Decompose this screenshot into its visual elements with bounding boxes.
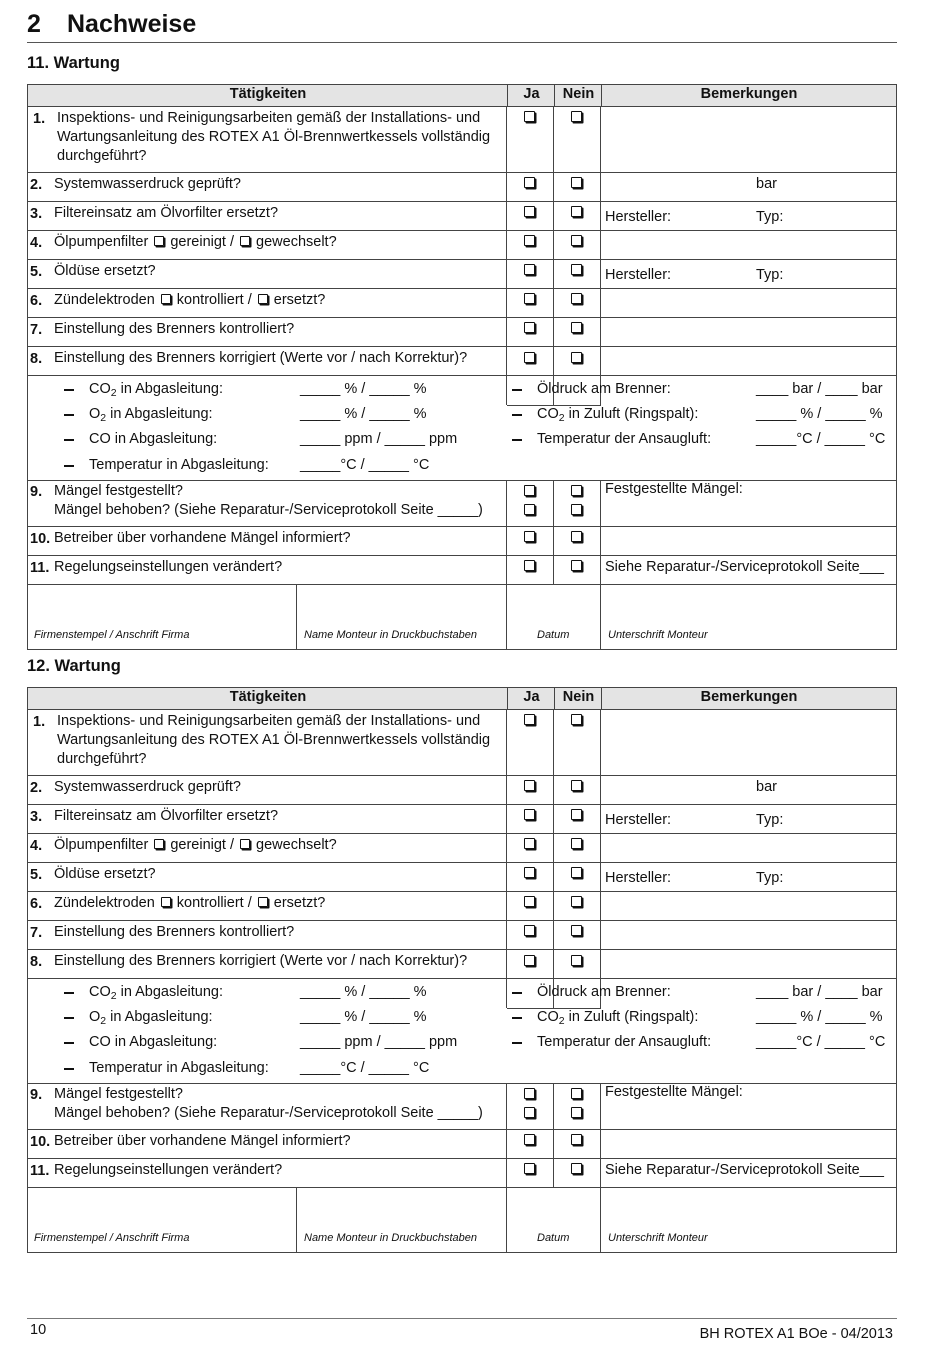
- row-divider: [27, 555, 896, 556]
- remark-label: Festgestellte Mängel:: [605, 481, 743, 497]
- activity-text: Mängel behoben? (Siehe Reparatur-/Serviceprotokoll Seite _____): [54, 502, 483, 518]
- checkbox-no[interactable]: [571, 1088, 582, 1099]
- row-divider: [27, 804, 896, 805]
- row-number: 6.: [30, 293, 43, 309]
- maintenance-table: [27, 687, 897, 1254]
- remark-label: Typ:: [756, 870, 784, 886]
- dash-bullet: [64, 439, 74, 441]
- column-divider: [506, 584, 507, 650]
- checkbox-no[interactable]: [571, 206, 582, 217]
- column-header-no: Nein: [562, 86, 595, 102]
- dash-bullet: [64, 465, 74, 467]
- row-divider: [27, 317, 896, 318]
- date-label: Datum: [537, 1232, 570, 1244]
- row-number: 3.: [30, 809, 43, 825]
- column-divider: [553, 1083, 554, 1187]
- page-heading: [27, 8, 897, 43]
- dash-bullet: [64, 1017, 74, 1019]
- activity-text: Regelungseinstellungen verändert?: [54, 1162, 283, 1178]
- signature-label: Unterschrift Monteur: [608, 629, 708, 641]
- measurement-value: _____°C / _____ °C: [300, 1060, 430, 1076]
- row-divider: [27, 1187, 896, 1188]
- document-reference: BH ROTEX A1 BOe - 04/2013: [699, 1326, 893, 1342]
- activity-text: Einstellung des Brenners kontrolliert?: [54, 321, 295, 337]
- checkbox-no[interactable]: [571, 955, 582, 966]
- remark-label: Hersteller:: [605, 870, 672, 886]
- column-header-no: Nein: [562, 689, 595, 705]
- inline-checkbox[interactable]: [240, 236, 250, 246]
- row-divider: [27, 201, 896, 202]
- remark-label: Typ:: [756, 267, 784, 283]
- checkbox-yes[interactable]: [524, 177, 535, 188]
- activity-text: Mängel festgestellt?: [54, 1086, 183, 1102]
- activity-text-part: Ölpumpenfilter: [54, 837, 149, 853]
- activity-text: Systemwasserdruck geprüft?: [54, 176, 241, 192]
- activity-text: Einstellung des Brenners kontrolliert?: [54, 924, 295, 940]
- checkbox-yes[interactable]: [524, 322, 535, 333]
- measurement-value: ____ bar / ____ bar: [756, 381, 883, 397]
- measurement-label: Öldruck am Brenner:: [537, 984, 671, 1000]
- checkbox-no[interactable]: [571, 485, 582, 496]
- column-divider: [600, 709, 601, 1008]
- dash-bullet: [512, 1042, 522, 1044]
- measurement-label: $O_2$ in Abgasleitung:: [89, 406, 213, 424]
- column-divider: [600, 1083, 601, 1187]
- activity-text: Öldüse ersetzt?: [54, 263, 156, 279]
- activity-text: [54, 836, 337, 855]
- measurement-value: _____°C / _____ °C: [300, 457, 430, 473]
- checkbox-no[interactable]: [571, 293, 582, 304]
- checkbox-no[interactable]: [571, 838, 582, 849]
- checkbox-yes[interactable]: [524, 293, 535, 304]
- column-header-activities: Tätigkeiten: [229, 86, 307, 102]
- measurement-value: _____ ppm / _____ ppm: [300, 1034, 458, 1050]
- row-number: 9.: [30, 1087, 43, 1103]
- date-label: Datum: [537, 629, 570, 641]
- row-divider: [27, 375, 896, 376]
- measurement-label: Temperatur in Abgasleitung:: [89, 457, 269, 473]
- checkbox-yes[interactable]: [524, 1134, 535, 1145]
- measurement-value: _____ % / _____ %: [300, 984, 427, 1000]
- row-number: 8.: [30, 954, 43, 970]
- checkbox-yes[interactable]: [524, 838, 535, 849]
- checkbox-no[interactable]: [571, 235, 582, 246]
- row-number: 8.: [30, 351, 43, 367]
- checkbox-yes[interactable]: [524, 1088, 535, 1099]
- column-header-yes: Ja: [523, 86, 540, 102]
- chapter-number: 2: [27, 10, 41, 38]
- checkbox-no[interactable]: [571, 714, 582, 725]
- row-number: 1.: [33, 111, 46, 127]
- signature-label: Unterschrift Monteur: [608, 1232, 708, 1244]
- row-divider: [27, 891, 896, 892]
- row-number: 3.: [30, 206, 43, 222]
- checkbox-no[interactable]: [571, 322, 582, 333]
- row-divider: [27, 775, 896, 776]
- activity-text-part: ersetzt?: [273, 895, 326, 911]
- row-divider: [27, 833, 896, 834]
- activity-text: [54, 233, 337, 252]
- row-divider: [27, 172, 896, 173]
- column-divider: [506, 106, 507, 405]
- measurement-label: $CO_2$ in Zuluft (Ringspalt):: [537, 406, 699, 424]
- dash-bullet: [512, 414, 522, 416]
- checkbox-yes[interactable]: [524, 560, 535, 571]
- row-divider: [27, 480, 896, 481]
- inline-checkbox[interactable]: [161, 294, 171, 304]
- row-number: 5.: [30, 264, 43, 280]
- dash-bullet: [64, 1068, 74, 1070]
- activity-text: durchgeführt?: [57, 751, 147, 767]
- dash-bullet: [64, 1042, 74, 1044]
- inline-checkbox[interactable]: [161, 897, 171, 907]
- checkbox-no[interactable]: [571, 925, 582, 936]
- measurement-label: CO in Abgasleitung:: [89, 431, 218, 447]
- checkbox-yes[interactable]: [524, 809, 535, 820]
- measurement-label: $O_2$ in Abgasleitung:: [89, 1009, 213, 1027]
- row-divider: [27, 949, 896, 950]
- column-divider: [506, 709, 507, 1008]
- activity-text: durchgeführt?: [57, 148, 147, 164]
- dash-bullet: [512, 389, 522, 391]
- column-divider: [506, 480, 507, 584]
- checkbox-yes[interactable]: [524, 1107, 535, 1118]
- measurement-value: _____ % / _____ %: [756, 406, 883, 422]
- column-divider: [600, 106, 601, 405]
- checkbox-yes[interactable]: [524, 531, 535, 542]
- checkbox-yes[interactable]: [524, 955, 535, 966]
- checkbox-yes[interactable]: [524, 206, 535, 217]
- row-number: 11.: [30, 1163, 50, 1179]
- row-number: 11.: [30, 560, 50, 576]
- measurement-value: _____ % / _____ %: [300, 381, 427, 397]
- activity-text: [54, 291, 325, 310]
- row-number: 1.: [33, 714, 46, 730]
- column-header-activities: Tätigkeiten: [229, 689, 307, 705]
- row-divider: [27, 1129, 896, 1130]
- checkbox-yes[interactable]: [524, 485, 535, 496]
- maintenance-table: [27, 84, 897, 651]
- checkbox-no[interactable]: [571, 780, 582, 791]
- column-divider: [296, 584, 297, 650]
- checkbox-no[interactable]: [571, 264, 582, 275]
- footer-divider: [27, 1318, 897, 1319]
- row-divider: [27, 584, 896, 585]
- checkbox-yes[interactable]: [524, 780, 535, 791]
- inline-checkbox[interactable]: [240, 839, 250, 849]
- checkbox-no[interactable]: [571, 177, 582, 188]
- activity-text: Mängel festgestellt?: [54, 483, 183, 499]
- dash-bullet: [64, 389, 74, 391]
- checkbox-no[interactable]: [571, 809, 582, 820]
- stamp-label: Firmenstempel / Anschrift Firma: [34, 629, 190, 641]
- column-divider: [506, 1187, 507, 1253]
- dash-bullet: [64, 414, 74, 416]
- table-header: [27, 84, 897, 107]
- remark-text: bar: [756, 779, 777, 795]
- activity-text: Einstellung des Brenners korrigiert (Werte vor / nach Korrektur)?: [54, 953, 468, 969]
- row-divider: [27, 920, 896, 921]
- inline-checkbox[interactable]: [154, 236, 164, 246]
- measurement-value: _____°C / _____ °C: [756, 431, 886, 447]
- row-divider: [27, 862, 896, 863]
- checkbox-no[interactable]: [571, 1134, 582, 1145]
- measurement-label: Temperatur der Ansaugluft:: [537, 1034, 712, 1050]
- remark-label: Typ:: [756, 209, 784, 225]
- table-header: [27, 687, 897, 710]
- activity-text: Inspektions- und Reinigungsarbeiten gemäß der Installations- und: [57, 713, 481, 729]
- activity-text: Einstellung des Brenners korrigiert (Werte vor / nach Korrektur)?: [54, 350, 468, 366]
- activity-text: Öldüse ersetzt?: [54, 866, 156, 882]
- column-divider: [296, 1187, 297, 1253]
- measurement-label: $CO_2$ in Zuluft (Ringspalt):: [537, 1009, 699, 1027]
- column-divider: [506, 1083, 507, 1187]
- measurement-label: $CO_2$ in Abgasleitung:: [89, 984, 224, 1002]
- remark-label: Hersteller:: [605, 812, 672, 828]
- row-divider: [27, 288, 896, 289]
- activity-text-part: kontrolliert /: [176, 292, 252, 308]
- column-header-yes: Ja: [523, 689, 540, 705]
- checkbox-no[interactable]: [571, 896, 582, 907]
- installer-name-label: Name Monteur in Druckbuchstaben: [304, 1232, 478, 1244]
- column-divider: [553, 480, 554, 584]
- activity-text-part: gereinigt /: [170, 837, 235, 853]
- row-divider: [27, 259, 896, 260]
- activity-text-part: Ölpumpenfilter: [54, 234, 149, 250]
- page-number: 10: [30, 1322, 47, 1338]
- checkbox-no[interactable]: [571, 531, 582, 542]
- chapter-title: Nachweise: [67, 10, 197, 38]
- activity-text: Regelungseinstellungen verändert?: [54, 559, 283, 575]
- row-number: 7.: [30, 322, 43, 338]
- activity-text-part: ersetzt?: [273, 292, 326, 308]
- remark-label: Hersteller:: [605, 267, 672, 283]
- activity-text: Betreiber über vorhandene Mängel informiert?: [54, 530, 351, 546]
- row-number: 10.: [30, 531, 51, 547]
- measurement-value: _____ % / _____ %: [756, 1009, 883, 1025]
- activity-text-part: Zündelektroden: [54, 292, 155, 308]
- remark-label: Hersteller:: [605, 209, 672, 225]
- checkbox-no[interactable]: [571, 111, 582, 122]
- checkbox-yes[interactable]: [524, 264, 535, 275]
- activity-text-part: gewechselt?: [256, 234, 337, 250]
- row-number: 2.: [30, 177, 43, 193]
- checkbox-yes[interactable]: [524, 1163, 535, 1174]
- measurement-value: _____ % / _____ %: [300, 406, 427, 422]
- activity-text: Filtereinsatz am Ölvorfilter ersetzt?: [54, 808, 279, 824]
- remark-text: bar: [756, 176, 777, 192]
- inline-checkbox[interactable]: [258, 897, 268, 907]
- remark-text: Siehe Reparatur-/Serviceprotokoll Seite___: [605, 1162, 884, 1178]
- checkbox-yes[interactable]: [524, 867, 535, 878]
- checkbox-no[interactable]: [571, 352, 582, 363]
- column-divider: [600, 1187, 601, 1253]
- column-header-remarks: Bemerkungen: [700, 86, 798, 102]
- column-header-remarks: Bemerkungen: [700, 689, 798, 705]
- measurement-label: CO in Abgasleitung:: [89, 1034, 218, 1050]
- column-divider: [600, 480, 601, 584]
- section-title: 11. Wartung: [27, 54, 120, 72]
- checkbox-no[interactable]: [571, 560, 582, 571]
- activity-text-part: gewechselt?: [256, 837, 337, 853]
- row-divider: [27, 526, 896, 527]
- column-divider: [553, 709, 554, 1008]
- checkbox-no[interactable]: [571, 867, 582, 878]
- remark-label: Festgestellte Mängel:: [605, 1084, 743, 1100]
- row-number: 4.: [30, 235, 43, 251]
- checkbox-no[interactable]: [571, 1163, 582, 1174]
- installer-name-label: Name Monteur in Druckbuchstaben: [304, 629, 478, 641]
- activity-text-part: Zündelektroden: [54, 895, 155, 911]
- measurement-value: _____ ppm / _____ ppm: [300, 431, 458, 447]
- dash-bullet: [512, 439, 522, 441]
- inline-checkbox[interactable]: [258, 294, 268, 304]
- measurement-value: _____°C / _____ °C: [756, 1034, 886, 1050]
- dash-bullet: [512, 1017, 522, 1019]
- checkbox-yes[interactable]: [524, 235, 535, 246]
- row-number: 6.: [30, 896, 43, 912]
- column-divider: [553, 106, 554, 405]
- activity-text-part: kontrolliert /: [176, 895, 252, 911]
- row-number: 5.: [30, 867, 43, 883]
- stamp-label: Firmenstempel / Anschrift Firma: [34, 1232, 190, 1244]
- activity-text: Mängel behoben? (Siehe Reparatur-/Serviceprotokoll Seite _____): [54, 1105, 483, 1121]
- dash-bullet: [512, 992, 522, 994]
- checkbox-yes[interactable]: [524, 925, 535, 936]
- checkbox-yes[interactable]: [524, 896, 535, 907]
- row-number: 10.: [30, 1134, 51, 1150]
- measurement-label: Temperatur der Ansaugluft:: [537, 431, 712, 447]
- measurement-label: $CO_2$ in Abgasleitung:: [89, 381, 224, 399]
- activity-text-part: gereinigt /: [170, 234, 235, 250]
- inline-checkbox[interactable]: [154, 839, 164, 849]
- activity-text: Inspektions- und Reinigungsarbeiten gemäß der Installations- und: [57, 110, 481, 126]
- row-divider: [27, 1083, 896, 1084]
- activity-text: Wartungsanleitung des ROTEX A1 Öl-Brennwertkessels vollständig: [57, 129, 491, 145]
- checkbox-yes[interactable]: [524, 352, 535, 363]
- checkbox-yes[interactable]: [524, 504, 535, 515]
- remark-label: Typ:: [756, 812, 784, 828]
- remark-text: Siehe Reparatur-/Serviceprotokoll Seite___: [605, 559, 884, 575]
- measurement-label: Öldruck am Brenner:: [537, 381, 671, 397]
- row-divider: [27, 1158, 896, 1159]
- row-number: 2.: [30, 780, 43, 796]
- row-number: 4.: [30, 838, 43, 854]
- row-number: 9.: [30, 484, 43, 500]
- row-divider: [27, 978, 896, 979]
- measurement-value: _____ % / _____ %: [300, 1009, 427, 1025]
- section-title: 12. Wartung: [27, 657, 121, 675]
- checkbox-yes[interactable]: [524, 111, 535, 122]
- checkbox-no[interactable]: [571, 504, 582, 515]
- measurement-value: ____ bar / ____ bar: [756, 984, 883, 1000]
- activity-text: Filtereinsatz am Ölvorfilter ersetzt?: [54, 205, 279, 221]
- checkbox-no[interactable]: [571, 1107, 582, 1118]
- dash-bullet: [64, 992, 74, 994]
- activity-text: Betreiber über vorhandene Mängel informiert?: [54, 1133, 351, 1149]
- activity-text: [54, 894, 325, 913]
- measurement-label: Temperatur in Abgasleitung:: [89, 1060, 269, 1076]
- column-divider: [600, 584, 601, 650]
- activity-text: Wartungsanleitung des ROTEX A1 Öl-Brennwertkessels vollständig: [57, 732, 491, 748]
- checkbox-yes[interactable]: [524, 714, 535, 725]
- activity-text: Systemwasserdruck geprüft?: [54, 779, 241, 795]
- row-divider: [27, 230, 896, 231]
- row-number: 7.: [30, 925, 43, 941]
- row-divider: [27, 346, 896, 347]
